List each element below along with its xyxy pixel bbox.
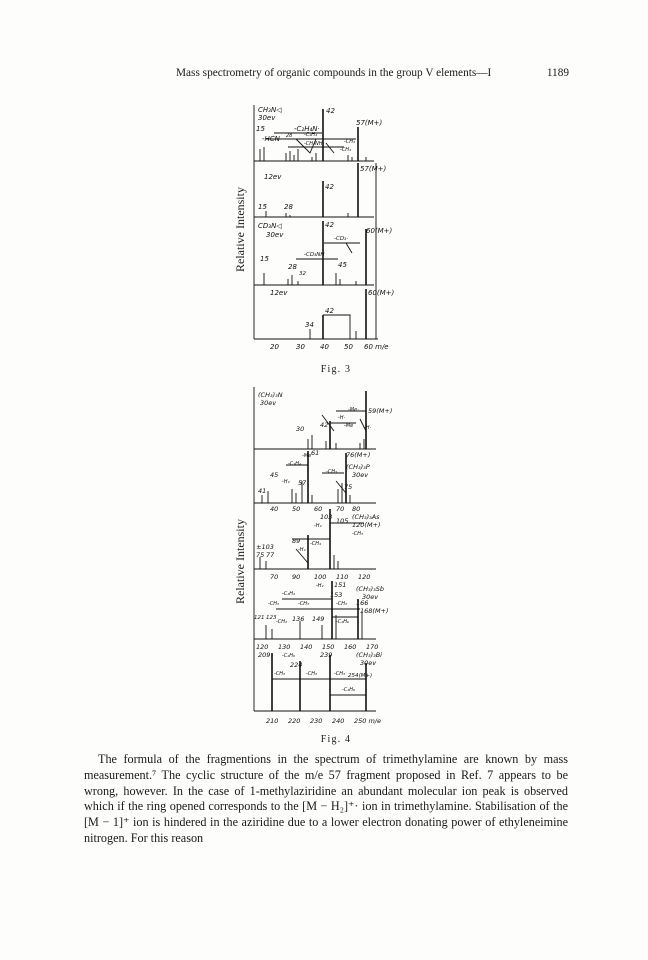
fig4-p4-label: -C₂H₆: [336, 619, 350, 625]
fig4-p2-tick: 50: [292, 505, 301, 513]
fig3-x-tick: 60 m/e: [364, 343, 389, 351]
fig4-p1-energy: 30ev: [260, 399, 277, 407]
fig4-p5-label: -CH₃: [274, 671, 286, 677]
fig3-p1-energy: 30ev: [258, 114, 276, 122]
fig3-p1-label: 15: [256, 125, 265, 133]
fig3-y-axis-label: Relative Intensity: [233, 187, 247, 272]
fig4-p4-energy: 30ev: [362, 593, 379, 601]
fig4-y-axis-label: Relative Intensity: [233, 519, 247, 604]
fig3-p4-energy: 12ev: [270, 289, 288, 297]
fig4-p4-label: 151: [334, 581, 347, 589]
fig4-p4-label: 136: [292, 615, 305, 623]
fig4-p4-label: 168(M+): [360, 607, 389, 615]
fig4-p5-energy: 30ev: [360, 659, 377, 667]
fig3-p1-label: 28: [286, 133, 293, 139]
fig4-p3-label: -H₂: [314, 523, 322, 529]
fig3-x-tick: 40: [320, 343, 329, 351]
fig3-p2-label: 57(M+): [360, 165, 387, 173]
fig4-p4-label: -CH₂: [276, 619, 288, 625]
fig4-p2-label: -Me: [302, 453, 312, 459]
fig4-p3-energy: 120(M+): [352, 521, 381, 529]
fig4-p4-compound: (CH₃)₃Sb: [356, 585, 384, 593]
fig4-p3-label: -CH₄: [310, 541, 322, 547]
fig4-p1-label: -Me: [344, 423, 354, 429]
fig3-p3-label: 60(M+): [366, 227, 393, 235]
fig4-p2-label: 41: [258, 487, 267, 495]
fig4-p4-label: 149: [312, 615, 325, 623]
fig4-p3-label: -CH₃: [352, 531, 364, 537]
page-number: 1189: [546, 67, 569, 79]
fig4-p2-label: -C₂H₄: [288, 461, 302, 467]
fig4-p4-label: -C₂H₄: [282, 591, 296, 597]
body-paragraph: The formula of the fragmentions in the spectrum of trimethylamine are known by mass measurement.⁷ The cyclic structure of the m/e 57 fragment proposed in Ref. 7 appears to be wrong, however. In the case of 1-methylaziridine an abundant molecular ion peak is observed which if the ring opened corresponds to the [M − H₂]⁺· ion in trimethylamine. Stabilisation of the [M − 1]⁺ ion is hindered in the aziridine due to a lower electron donating power of ethyleneimine nitrogen. For this reason: [84, 752, 568, 845]
fig4-p5-label: 254(M+): [348, 673, 373, 679]
fig4-x-tick: 210: [266, 717, 279, 725]
body-text: [84, 752, 568, 847]
fig3-x-tick: 50: [344, 343, 353, 351]
fig4-p4-label: 153: [330, 591, 343, 599]
fig3-p4-label: 60(M+): [368, 289, 395, 297]
fig4-p3-tick: 110: [336, 573, 349, 581]
fig4-p2-label: -H₂: [282, 479, 290, 485]
fig4-p1-label: 30: [296, 425, 305, 433]
fig3-p3-label: 15: [260, 255, 269, 263]
fig3-p1-label: -CH₄: [340, 147, 352, 153]
fig4-p2-tick: 60: [314, 505, 323, 513]
fig3-p1-label: 42: [326, 107, 335, 115]
fig4-p4-tick: 150: [322, 643, 335, 651]
fig4-p4-tick: 160: [344, 643, 357, 651]
fig3-p4-label: 34: [305, 321, 314, 329]
fig3-p2-label: 15: [258, 203, 267, 211]
fig3-x-tick: 30: [296, 343, 305, 351]
fig3-p3-label: -CD₃NH: [304, 252, 325, 258]
fig3-p3-compound: CD₃N◁: [258, 222, 282, 230]
figure-4: [226, 385, 401, 727]
fig4-p5-label: -CH₃: [306, 671, 318, 677]
fig4-p5-compound: (CH₃)₃Bi: [356, 651, 382, 659]
fig4-p2-tick: 40: [270, 505, 279, 513]
fig3-p1-label: -C₂H₄N·: [294, 125, 320, 133]
fig4-p1-label: -H·: [364, 425, 372, 431]
fig3-p3-label: 42: [325, 221, 334, 229]
fig4-p3-label: 77: [266, 551, 275, 559]
fig4-p3-compound: (CH₃)₃As: [352, 513, 380, 521]
fig4-p2-tick: 70: [336, 505, 345, 513]
fig3-p1-label: -C₂H₄: [304, 132, 318, 138]
fig3-p4-label: 42: [325, 307, 334, 315]
fig4-p3-label: 103: [320, 513, 333, 521]
figure-3: [226, 103, 396, 355]
fig4-x-tick: 220: [288, 717, 301, 725]
fig4-p2-energy: 30ev: [352, 471, 369, 479]
fig4-p2-label: -CH₃: [326, 469, 338, 475]
fig3-p1-compound: CH₃N◁: [258, 106, 282, 114]
fig4-p4-label: 121: [254, 615, 265, 621]
fig3-p2-label: 42: [325, 183, 334, 191]
fig3-p3-label: -CD₃·: [334, 236, 349, 242]
fig4-p1-label: -Me·: [348, 407, 359, 413]
fig4-p4-tick: 120: [256, 643, 269, 651]
running-title: Mass spectrometry of organic compounds in the group V elements—I: [176, 67, 492, 79]
fig4-p5-label: -C₂H₆: [282, 653, 296, 659]
fig4-p1-label: -H·: [338, 415, 346, 421]
fig4-p2-label: 75: [344, 483, 353, 491]
figure-3-caption: Fig. 3: [320, 364, 352, 375]
fig4-p1-label: 42: [320, 421, 329, 429]
fig4-p4-tick: 130: [278, 643, 291, 651]
fig4-labels: [226, 385, 401, 727]
fig4-p3-label: 75: [256, 551, 265, 559]
fig3-p1-label: -CH₃: [344, 139, 356, 145]
fig4-p4-label: -CH₃: [336, 601, 348, 607]
fig4-p3-label: 105: [336, 517, 349, 525]
fig3-p2-label: 28: [284, 203, 293, 211]
fig4-p3-tick: 70: [270, 573, 279, 581]
fig4-p5-label: 209: [258, 651, 271, 659]
fig4-p5-label: -CH₃: [334, 671, 346, 677]
fig3-p3-energy: 30ev: [266, 231, 284, 239]
fig4-p5-label: 224: [290, 661, 303, 669]
fig4-p3-tick: 90: [292, 573, 301, 581]
fig4-p5-label: -C₂H₆: [342, 687, 356, 693]
fig4-p2-label: 57: [298, 479, 307, 487]
fig3-p1-label: 57(M+): [356, 119, 383, 127]
fig4-p4-tick: 140: [300, 643, 313, 651]
fig4-x-tick: 240: [332, 717, 345, 725]
fig3-p1-label: -CH₂NH: [304, 141, 323, 147]
fig4-x-tick: 250 m/e: [354, 717, 381, 725]
fig3-p3-label: 32: [299, 271, 306, 277]
fig4-p4-label: 123: [266, 615, 277, 621]
fig4-p2-label: 45: [270, 471, 279, 479]
fig4-x-tick: 230: [310, 717, 323, 725]
fig4-p5-label: 239: [320, 651, 333, 659]
fig3-p2-energy: 12ev: [264, 173, 282, 181]
fig4-p3-label: ±103: [256, 543, 274, 551]
fig3-p1-label: -HCN: [262, 135, 280, 143]
fig4-p3-tick: 100: [314, 573, 327, 581]
fig4-p4-label: -H₂: [316, 583, 324, 589]
fig4-p1-compound: (CH₃)₃N: [258, 391, 283, 399]
fig3-x-tick: 20: [270, 343, 279, 351]
fig3-labels: [226, 103, 396, 355]
fig4-p2-tick: 80: [352, 505, 361, 513]
fig4-p1-label: 59(M+): [368, 407, 393, 415]
fig4-p4-label: -CH₃: [268, 601, 280, 607]
fig4-p3-tick: 120: [358, 573, 371, 581]
fig4-p4-label: 166: [356, 599, 369, 607]
fig4-p2-compound: (CH₃)₃P: [346, 463, 370, 471]
fig3-p3-label: 28: [288, 263, 297, 271]
figure-4-caption: Fig. 4: [320, 734, 352, 745]
fig4-p3-label: 89: [292, 537, 301, 545]
fig3-p3-label: 45: [338, 261, 347, 269]
fig4-p3-label: -H₂: [298, 547, 306, 553]
fig4-p2-label: 61: [311, 449, 320, 457]
fig4-p4-tick: 170: [366, 643, 379, 651]
fig4-p2-label: 76(M+): [346, 451, 371, 459]
fig4-p4-label: -CH₃: [298, 601, 310, 607]
